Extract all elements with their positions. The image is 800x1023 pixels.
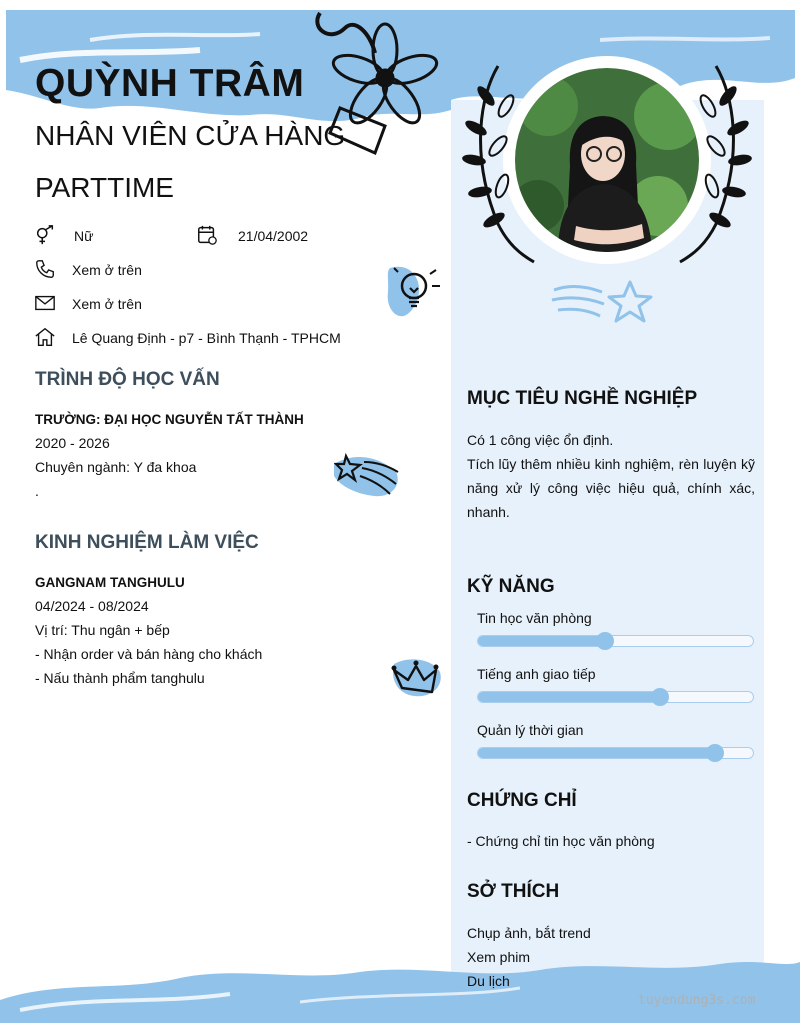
email-value[interactable]: Xem ở trên [72,296,142,312]
watermark: tuyendung3s.com [638,993,756,1008]
objective-heading: MỤC TIÊU NGHỀ NGHIỆP [467,388,698,409]
hobby-item: Chụp ảnh, bắt trend [467,925,591,941]
phone-icon [34,258,56,280]
hobby-item: Du lịch [467,973,510,989]
email-icon [34,292,56,314]
skill-bar-knob [706,744,724,762]
star-doodle-icon [550,278,656,326]
experience-heading: KINH NGHIỆM LÀM VIỆC [35,532,259,553]
skill-label: Tin học văn phòng [477,610,592,626]
profile-photo-frame [458,56,758,270]
certificate-item: - Chứng chỉ tin học văn phòng [467,833,655,849]
gender-icon [34,224,56,246]
hobby-item: Xem phim [467,949,531,965]
skill-bar [477,635,754,647]
skills-heading: KỸ NĂNG [467,576,555,597]
skill-bar-fill [478,748,715,758]
skill-label: Tiếng anh giao tiếp [477,666,596,682]
experience-period: 04/2024 - 08/2024 [35,598,149,614]
candidate-name: QUỲNH TRÂM [35,62,305,105]
lightbulb-doodle-icon [384,262,448,322]
experience-position: Vị trí: Thu ngân + bếp [35,622,170,638]
address-value: Lê Quang Định - p7 - Bình Thạnh - TPHCM [72,330,341,346]
gender-value: Nữ [74,228,94,244]
education-school: TRƯỜNG: ĐẠI HỌC NGUYỄN TẤT THÀNH [35,412,304,427]
home-icon [34,326,56,348]
calendar-icon [196,224,218,246]
shooting-star-doodle-icon [334,450,404,502]
skill-bar [477,747,754,759]
hobbies-heading: SỞ THÍCH [467,881,560,902]
job-title: NHÂN VIÊN CỬA HÀNG PARTTIME [35,120,346,203]
education-major: Chuyên ngành: Y đa khoa [35,459,197,475]
skill-bar-knob [651,688,669,706]
skill-bar-fill [478,692,660,702]
skill-bar [477,691,754,703]
skill-label: Quản lý thời gian [477,722,584,738]
education-years: 2020 - 2026 [35,435,110,451]
experience-duty: - Nhận order và bán hàng cho khách [35,646,263,662]
phone-value[interactable]: Xem ở trên [72,262,142,278]
education-note: . [35,483,39,499]
education-heading: TRÌNH ĐỘ HỌC VẤN [35,369,220,390]
experience-duty: - Nấu thành phẩm tanghulu [35,670,205,686]
certificates-heading: CHỨNG CHỈ [467,790,577,811]
crown-doodle-icon [388,654,444,700]
objective-line2: Tích lũy thêm nhiều kinh nghiệm, rèn luyện kỹ năng xử lý công việc hiệu quả, chính xác, nhanh. [467,456,755,520]
skill-bar-knob [596,632,614,650]
skill-bar-fill [478,636,605,646]
birthday-value: 21/04/2002 [238,228,309,244]
objective-line1: Có 1 công việc ổn định. [467,432,614,448]
experience-company: GANGNAM TANGHULU [35,575,185,590]
